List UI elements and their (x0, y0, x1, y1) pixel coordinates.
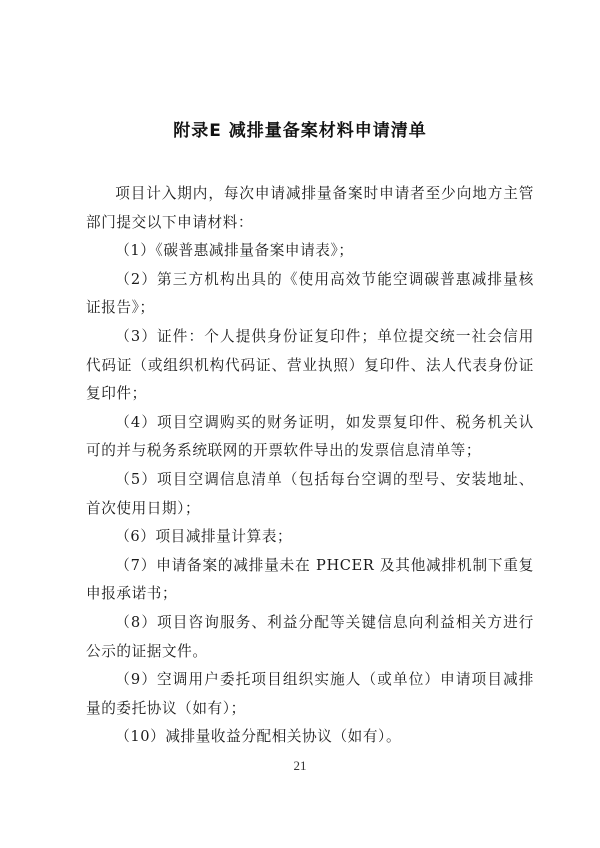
page-number: 21 (293, 758, 307, 773)
intro-paragraph: 项目计入期内，每次申请减排量备案时申请者至少向地方主管部门提交以下申请材料： (86, 185, 534, 231)
list-item: （1）《碳普惠减排量备案申请表》； (115, 242, 354, 260)
list-item: （8）项目咨询服务、利益分配等关键信息向利益相关方进行公示的证据文件。 (86, 613, 534, 660)
document-body (86, 180, 534, 752)
list-item: （6）项目减排量计算表； (115, 528, 293, 546)
list-item: （5）项目空调信息清单（包括每台空调的型号、安装地址、首次使用日期）； (86, 470, 534, 517)
list-item: （9）空调用户委托项目组织实施人（或单位）申请项目减排量的委托协议（如有）； (86, 671, 534, 717)
appendix-title: 附录E 减排量备案材料申请清单 (173, 121, 427, 141)
list-item: （4）项目空调购买的财务证明，如发票复印件、税务机关认可的并与税务系统联网的开票软件导出的发票信息清单等； (86, 413, 534, 460)
list-item: （3）证件：个人提供身份证复印件；单位提交统一社会信用代码证（或组织机构代码证、营业执照）复印件、法人代表身份证复印件； (86, 327, 534, 403)
list-item: （2）第三方机构出具的《使用高效节能空调碳普惠减排量核证报告》； (86, 270, 534, 317)
list-item: （7）申请备案的减排量未在 PHCER 及其他减排机制下重复申报承诺书； (86, 556, 534, 603)
list-item: （10）减排量收益分配相关协议（如有）。 (115, 728, 402, 746)
